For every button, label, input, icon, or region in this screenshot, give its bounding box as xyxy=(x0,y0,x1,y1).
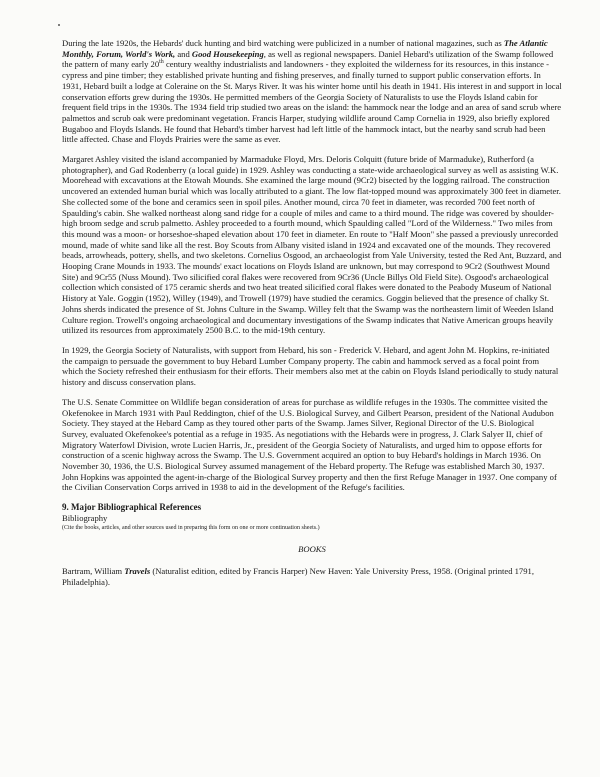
scan-speck xyxy=(58,24,60,26)
paragraph-georgia-society: In 1929, the Georgia Society of Naturalists, with support from Hebard, his son - Frederick V. Hebard, and agent John M. Hopkins, re-initiated the campaign to persuade the government to buy Hebard Lumber Company property. The cabin and hammock served as a focal point from which the Society refreshed their enthusiasm for their efforts. Their members also met at the cabin on Floyds Island periodically to study natural history and discuss conservation plans. xyxy=(62,344,559,388)
paragraph-text: During the late 1920s, the Hebards' duck hunting and bird watching were publicized in a number of national magazines, such as xyxy=(62,38,504,48)
bibliography-section xyxy=(62,502,562,531)
document-page xyxy=(62,38,562,597)
paragraph-text: , as well as regional newspapers. Daniel Hebard's utilization of the Swamp followed the pattern of many early 20 xyxy=(62,48,554,70)
paragraph-text: century wealthy industrialists and landowners - they exploited the wilderness for its resources, in this instance - cypress and pine timber; they established private hunting and fishing preserves, and finally turned to support public conservation efforts. In 1931, Hebard built a lodge at Coleraine on the St. Marys River. It was his winter home until his death in 1941. His interest in and support in local conservation efforts grew during the 1930s. He permitted members of the Georgia Society of Naturalists to use the Floyds Island cabin for frequent field trips in the 1930s. The 1934 field trip studied two areas on the island: the hammock near the lodge and an area of sand scrub where palmettos and scrub oak were predominant vegetation. Francis Harper, studying wildlife around Camp Cornelia in 1929, also briefly explored Bugaboo and Floyds Islands. He found that Hebard's timber harvest had left little of the hammock intact, but the nearby sand scrub had been little affected. Chase and Floyds Prairies were the same as ever. xyxy=(62,59,562,145)
section-heading: 9. Major Bibliographical References xyxy=(62,502,202,513)
reference-entry xyxy=(62,566,562,587)
reference-details: (Naturalist edition, edited by Francis Harper) New Haven: Yale University Press, 1958. (Original printed 1791, Philadelphia). xyxy=(62,566,534,587)
superscript: th xyxy=(159,59,164,66)
magazine-titles: The Atlantic Monthly, Forum, World's Work, xyxy=(62,38,548,59)
magazine-title-good-housekeeping: Good Housekeeping xyxy=(191,48,264,59)
paragraph-senate-committee: The U.S. Senate Committee on Wildlife began consideration of areas for purchase as wildlife refuges in the 1930s. The committee visited the Okefenokee in March 1931 with Paul Reddington, chief of the U.S. Biological Survey, and Gilbert Pearson, president of the National Audubon Society. They stayed at the Hebard Camp as they toured other parts of the Swamp. James Silver, Regional Director of the U.S. Biological Survey, evaluated Okefenokee's potential as a refuge in 1935. As negotiations with the Hebards were in progress, J. Clark Salyer II, chief of Migratory Waterfowl Division, wrote Lucien Harris, Jr., president of the Georgia Society of Naturalists, and urged him to oppose efforts for construction of a scenic highway across the Swamp. The U.S. Government acquired an option to buy Hebard's holdings in March 1936. On November 30, 1936, the U.S. Biological Survey assumed management of the Hebard property. The Refuge was established March 30, 1937. John Hopkins was appointed the agent-in-charge of the Biological Survey property and then the first Refuge Manager in 1937. One company of the Civilian Conservation Corps arrived in 1938 to aid in the development of the Refuge's facilities. xyxy=(62,396,557,493)
paragraph-text: and xyxy=(175,48,192,59)
reference-title: Travels xyxy=(124,566,151,577)
paragraph-hebard-publicity xyxy=(62,38,562,145)
reference-author: Bartram, William xyxy=(62,566,125,577)
paragraph-margaret-ashley: Margaret Ashley visited the island accompanied by Marmaduke Floyd, Mrs. Deloris Colquitt (future bride of Marmaduke), Rutherford (a photographer), and Gad Rodenberry (a local guide) in 1929. Ashley was conducting a state-wide archaeological survey as well as assisting W.K. Moorehead with excavations at the Etowah Mounds. She examined the large mound (9Cr2) bisected by the logging railroad. The construction uncovered an extended human burial which was locally attributed to a giant. The low flat-topped mound was approximately 300 feet in diameter. She collected some of the bone and ceramics seen in spoil piles. Another mound, circa 70 feet in diameter, was recorded 700 feet north of Spaulding's cabin. She walked northeast along sand ridge for a couple of miles and came to a third mound. The ridge was covered by shoulder-high broom sedge and scrub palmetto. Ashley proceeded to a fourth mound, which Spaulding called "Lord of the Wilderness." Two miles from this mound was a moon- or horseshoe-shaped elevation about 170 feet in diameter. En route to "Half Moon" she passed a previously unrecorded mound, made of white sand like all the rest. Boy Scouts from Albany visited island in 1924 and excavated one of the mounds. They recovered beads, arrowheads, pottery, shells, and two skeletons. Cornelius Osgood, an archaeologist from Yale University, tested the Red Ant, Buzzard, and Hooping Crane Mounds in 1933. The mounds' exact locations on Floyds Island are unknown, but may correspond to 9Cr2 (Southwest Mound Site) and 9Cr55 (Nuss Mound). Two silicified coral flakes were recovered from 9Cr36 (Uncle Billys Old Field Site). Osgood's archaeological collection which consisted of 175 ceramic sherds and two heat treated silicified coral flakes were donated to the Peabody Museum of National History at Yale. Goggin (1952), Willey (1949), and Trowell (1979) have studied the ceramics. Goggin believed that the presence of chalky St. Johns sherds indicated the presence of St. Johns Culture in the Swamp. Willey felt that the Swamp was the northeastern limit of Weeden Island Culture region. Trowell's ongoing archaeological and documentary investigations of the Swamp indicates that Native American groups heavily utilized its resources from approximately 2500 B.C. to the mid-19th century. xyxy=(62,154,562,336)
form-instructions: (Cite the books, articles, and other sources used in preparing this form on one or more continuation sheets.) xyxy=(62,524,320,531)
books-heading: BOOKS xyxy=(298,543,326,554)
bibliography-label: Bibliography xyxy=(62,512,108,523)
